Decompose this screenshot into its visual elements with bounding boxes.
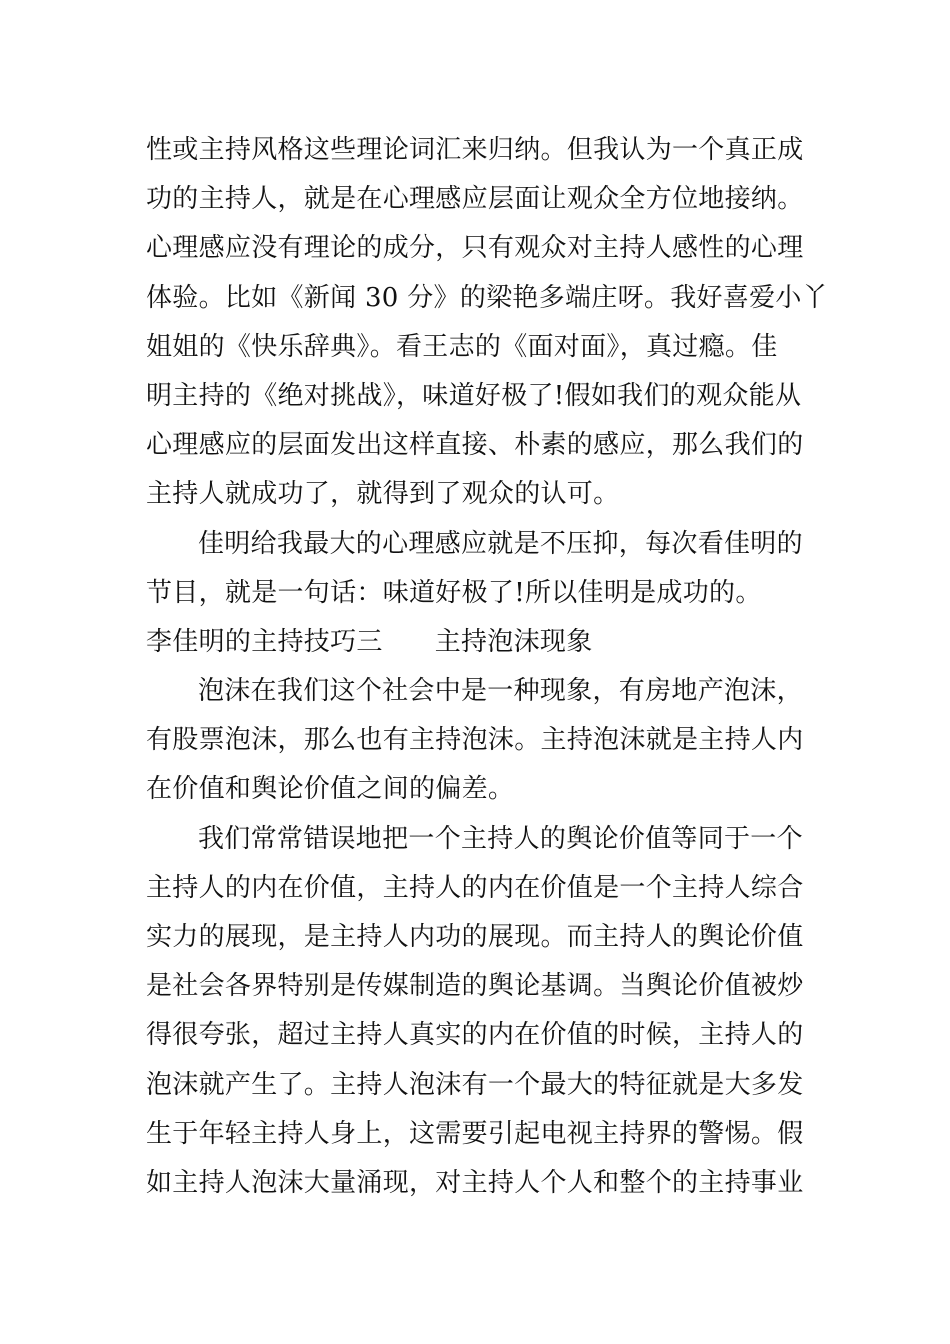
paragraph-line: 如主持人泡沫大量涌现，对主持人个人和整个的主持事业 (146, 1167, 804, 1198)
paragraph-line: 主持人的内在价值，主持人的内在价值是一个主持人综合 (146, 872, 804, 903)
paragraph (146, 126, 829, 520)
paragraph-line: 姐姐的《快乐辞典》。看王志的《面对面》，真过瘾。佳 (146, 331, 778, 362)
paragraph-line: 生于年轻主持人身上，这需要引起电视主持界的警惕。假 (146, 1118, 804, 1149)
paragraph-line: 心理感应的层面发出这样直接、朴素的感应，那么我们的 (146, 430, 804, 461)
paragraph-line: 得很夸张，超过主持人真实的内在价值的时候，主持人的 (146, 1020, 804, 1051)
paragraph-line: 泡沫就产生了。主持人泡沫有一个最大的特征就是大多发 (146, 1069, 804, 1100)
paragraph-line: 我们常常错误地把一个主持人的舆论价值等同于一个 (198, 823, 803, 854)
paragraph-line: 泡沫在我们这个社会中是一种现象，有房地产泡沫， (198, 676, 803, 707)
paragraph-line: 节目，就是一句话：味道好极了!所以佳明是成功的。 (146, 577, 762, 608)
paragraph-line: 有股票泡沫，那么也有主持泡沫。主持泡沫就是主持人内 (146, 725, 804, 756)
paragraph (146, 667, 811, 815)
section-heading (146, 618, 811, 667)
section-heading-title: 主持泡沫现象 (434, 626, 593, 657)
paragraph-line: 功的主持人，就是在心理感应层面让观众全方位地接纳。 (146, 184, 804, 215)
paragraph-line: 性或主持风格这些理论词汇来归纳。但我认为一个真正成 (146, 135, 804, 165)
paragraph-line: 体验。比如《新闻 30 分》的梁艳多端庄呀。我好喜爱小丫 (146, 282, 829, 313)
paragraph-line: 是社会各界特别是传媒制造的舆论基调。当舆论价值被炒 (146, 971, 804, 1002)
paragraph-line: 佳明给我最大的心理感应就是不压抑，每次看佳明的 (198, 528, 803, 559)
paragraph-line: 在价值和舆论价值之间的偏差。 (146, 774, 515, 805)
paragraph-line: 心理感应没有理论的成分，只有观众对主持人感性的心理 (146, 233, 804, 264)
paragraph (146, 815, 811, 1209)
paragraph-line: 明主持的《绝对挑战》，味道好极了!假如我们的观众能从 (146, 380, 802, 411)
section-heading-label: 李佳明的主持技巧三 (146, 626, 383, 657)
paragraph (146, 520, 811, 618)
paragraph-line: 主持人就成功了，就得到了观众的认可。 (146, 479, 620, 510)
document-body (146, 126, 829, 1208)
paragraph-line: 实力的展现，是主持人内功的展现。而主持人的舆论价值 (146, 922, 804, 952)
